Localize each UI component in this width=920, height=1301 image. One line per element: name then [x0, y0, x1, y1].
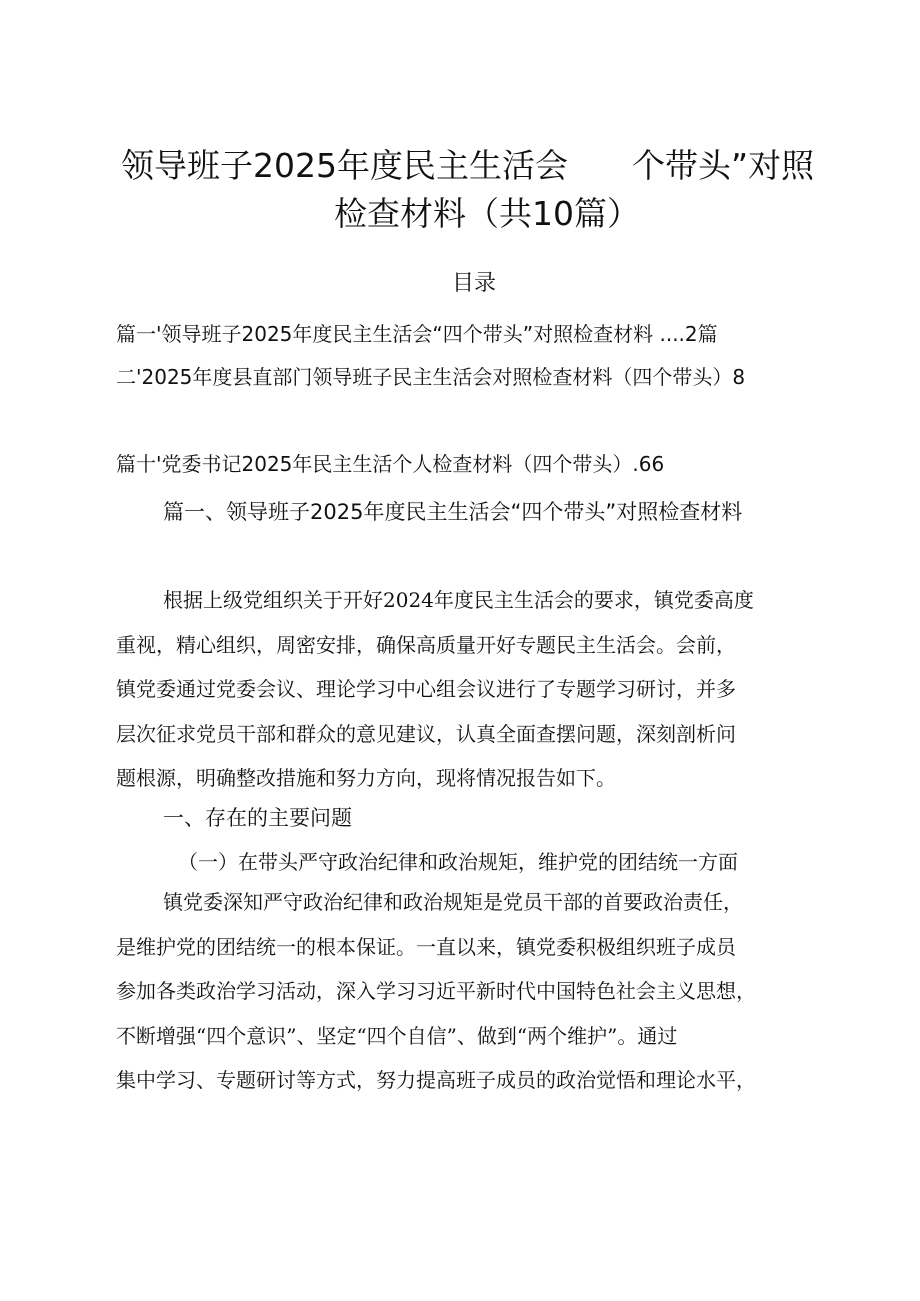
intro-line-1: 根据上级党组织关于开好2024年度民主生活会的要求，镇党委高度 — [163, 588, 754, 612]
body-line-4: 不断增强“四个意识”、坚定“四个自信”、做到“两个维护”。通过 — [116, 1023, 678, 1048]
body-line-2: 是维护党的团结统一的根本保证。一直以来，镇党委积极组织班子成员 — [116, 934, 736, 959]
document-title-line2: 检查材料（共10篇） — [334, 194, 640, 233]
intro-paragraph — [116, 578, 836, 801]
body-paragraph — [116, 880, 836, 1103]
section-title: 篇一、领导班子2025年度民主生活会“四个带头”对照检查材料 — [163, 500, 743, 524]
heading-level-2: （一）在带头严守政治纪律和政治规矩，维护党的团结统一方面 — [178, 850, 738, 874]
intro-line-4: 层次征求党员干部和群众的意见建议，认真全面查摆问题，深刻剖析问 — [116, 721, 736, 746]
document-title-line1-part2: 个带头”对照 — [632, 146, 815, 185]
document-title-line1-part1: 领导班子2025年度民主生活会 — [121, 146, 568, 185]
intro-line-2: 重视，精心组织，周密安排，确保高质量开好专题民主生活会。会前， — [116, 632, 736, 657]
intro-line-3: 镇党委通过党委会议、理论学习中心组会议进行了专题学习研讨，并多 — [116, 677, 736, 701]
toc-line-1: 篇一'领导班子2025年度民主生活会“四个带头”对照检查材料 ....2篇 — [116, 322, 718, 346]
intro-line-5: 题根源，明确整改措施和努力方向，现将情况报告如下。 — [116, 766, 616, 790]
body-line-3: 参加各类政治学习活动，深入学习习近平新时代中国特色社会主义思想， — [116, 979, 756, 1003]
toc-line-2: 二'2025年度县直部门领导班子民主生活会对照检查材料（四个带头）8 — [116, 365, 746, 389]
body-line-5: 集中学习、专题研讨等方式，努力提高班子成员的政治觉悟和理论水平， — [116, 1068, 756, 1092]
toc-line-3: 篇十'党委书记2025年民主生活个人检查材料（四个带头）.66 — [116, 452, 665, 476]
body-line-1: 镇党委深知严守政治纪律和政治规矩是党员干部的首要政治责任， — [163, 890, 743, 914]
toc-heading: 目录 — [452, 271, 497, 296]
heading-level-1: 一、存在的主要问题 — [163, 806, 352, 830]
